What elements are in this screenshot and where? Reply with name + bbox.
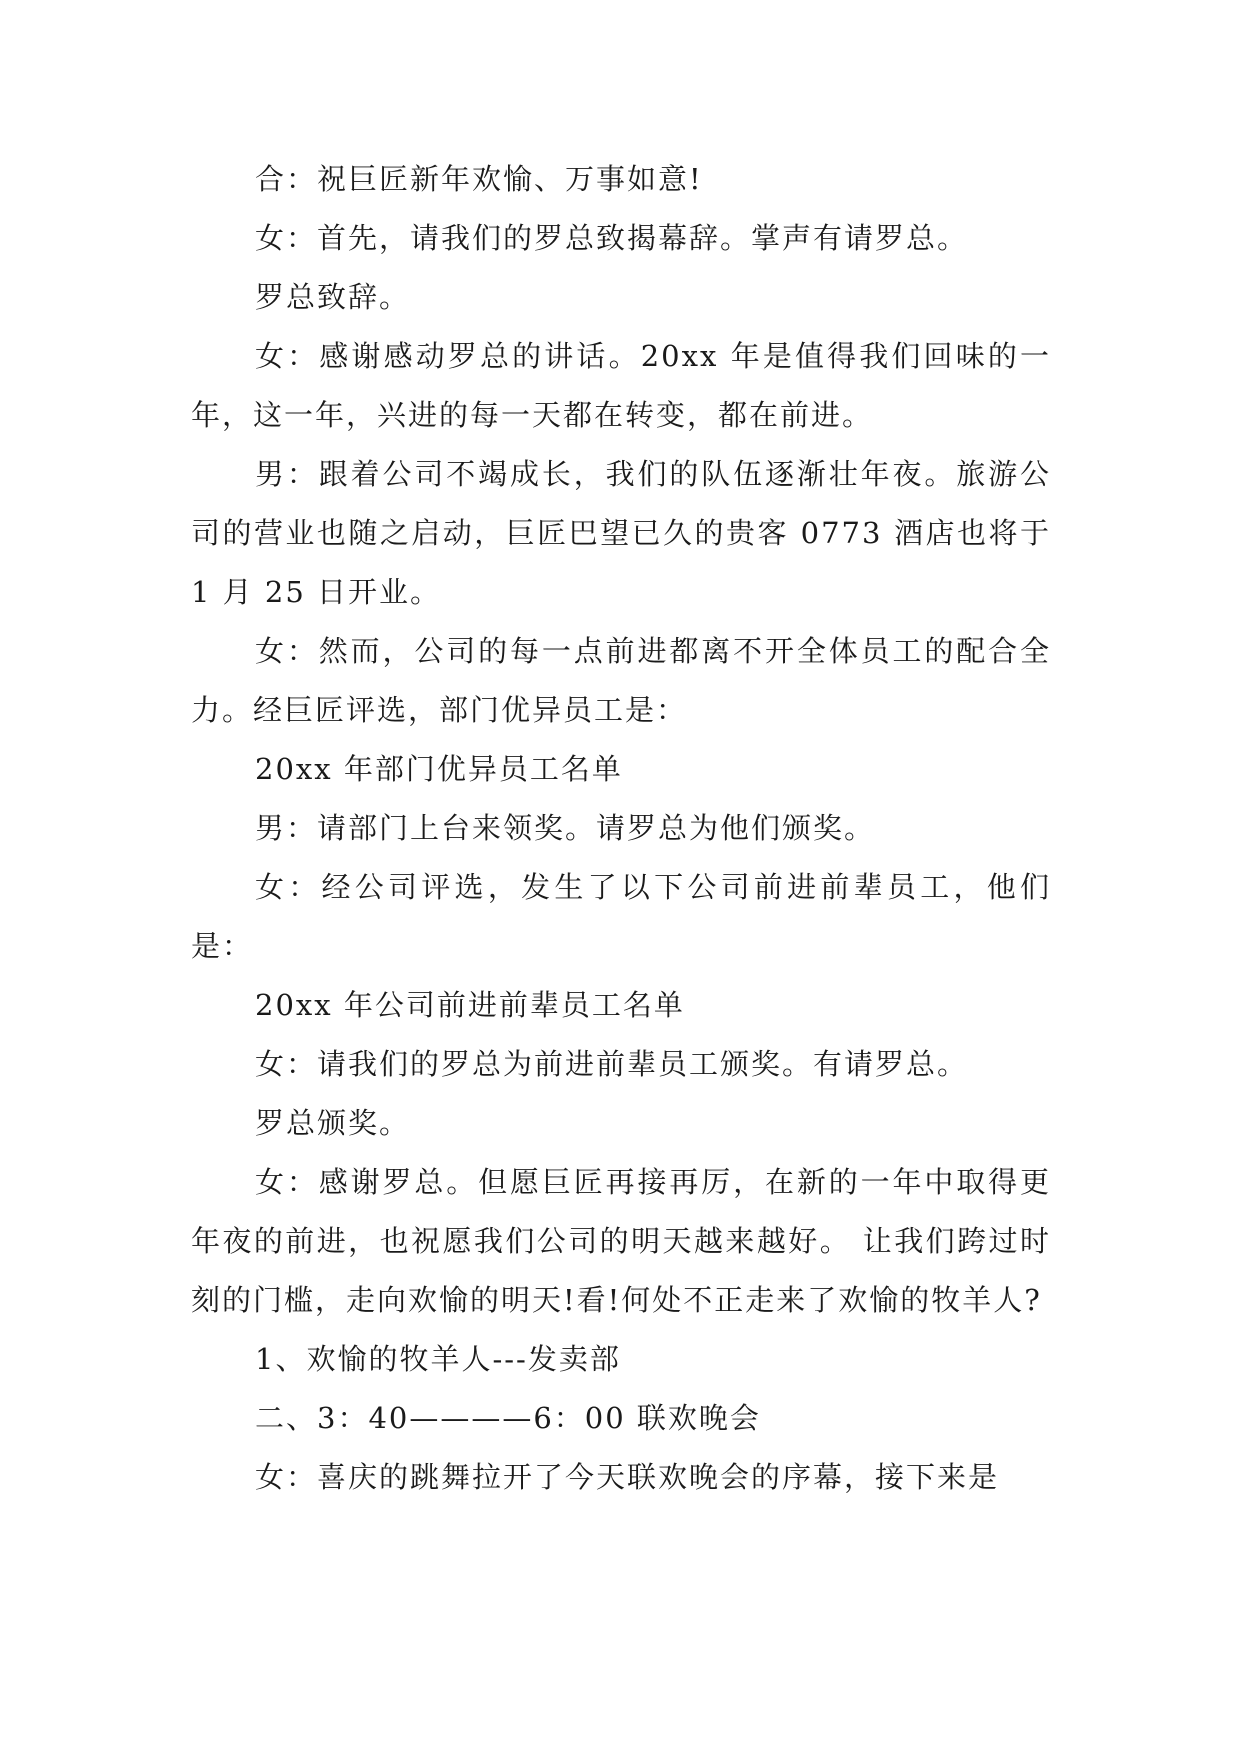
paragraph-toast: 合：祝巨匠新年欢愉、万事如意! bbox=[255, 162, 703, 196]
paragraph-section-heading: 二、3：40————6：00 联欢晚会 bbox=[255, 1401, 761, 1435]
paragraph-closing-transition: 女：感谢罗总。但愿巨匠再接再厉，在新的一年中取得更年夜的前进，也祝愿我们公司的明天越来越好。 让我们跨过时刻的门槛，走向欢愉的明天!看!何处不正走来了欢愉的牧羊人? bbox=[191, 1165, 1051, 1317]
paragraph-award-ceremony: 罗总颁奖。 bbox=[255, 1106, 411, 1140]
paragraph-department-award-list: 20xx 年部门优异员工名单 bbox=[255, 752, 623, 786]
paragraph-program-item: 1、欢愉的牧羊人---发卖部 bbox=[255, 1342, 621, 1376]
paragraph-advanced-staff-invite: 女：请我们的罗总为前进前辈员工颁奖。有请罗总。 bbox=[255, 1047, 969, 1081]
paragraph-advanced-staff-list: 20xx 年公司前进前辈员工名单 bbox=[255, 988, 685, 1022]
paragraph-department-award-invite: 男：请部门上台来领奖。请罗总为他们颁奖。 bbox=[255, 811, 876, 845]
paragraph-department-award-intro: 女：然而，公司的每一点前进都离不开全体员工的配合全力。经巨匠评选，部门优异员工是： bbox=[191, 634, 1051, 727]
paragraph-company-growth: 男：跟着公司不竭成长，我们的队伍逐渐壮年夜。旅游公司的营业也随之启动，巨匠巴望已久的贵客 0773 酒店也将于 1 月 25 日开业。 bbox=[191, 457, 1051, 609]
paragraph-advanced-staff-intro: 女：经公司评选，发生了以下公司前进前辈员工，他们是： bbox=[191, 870, 1051, 963]
paragraph-opening-speech-invite: 女：首先，请我们的罗总致揭幕辞。掌声有请罗总。 bbox=[255, 221, 969, 255]
paragraph-thanks-year-review: 女：感谢感动罗总的讲话。20xx 年是值得我们回味的一年，这一年，兴进的每一天都在转变，都在前进。 bbox=[191, 339, 1051, 432]
paragraph-gala-opening: 女：喜庆的跳舞拉开了今天联欢晚会的序幕，接下来是 bbox=[255, 1460, 1000, 1494]
paragraph-speech: 罗总致辞。 bbox=[255, 280, 411, 314]
document-body bbox=[191, 150, 1051, 1507]
